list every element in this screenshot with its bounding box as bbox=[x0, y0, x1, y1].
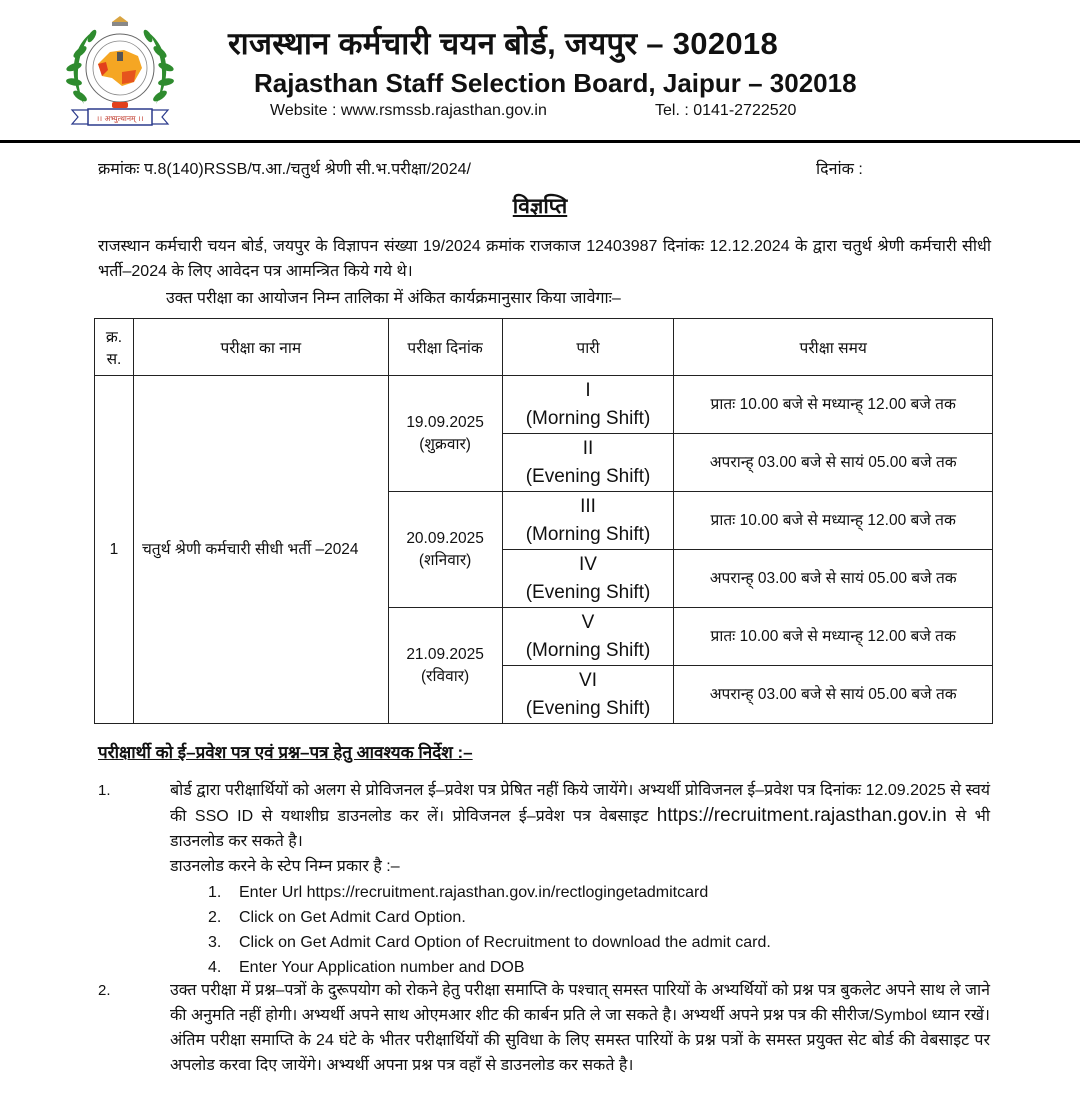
notice-heading: विज्ञप्ति bbox=[512, 195, 568, 218]
shift-cell: II (Evening Shift) bbox=[502, 434, 674, 492]
reference-number: क्रमांकः प.8(140)RSSB/प.आ./चतुर्थ श्रेणी सी.भ.परीक्षा/2024/ bbox=[98, 161, 471, 178]
instructions-title: परीक्षार्थी को ई–प्रवेश पत्र एवं प्रश्न–पत्र हेतु आवश्यक निर्देश :– bbox=[98, 743, 473, 762]
website-link[interactable]: Website : www.rsmssb.rajasthan.gov.in bbox=[270, 102, 547, 119]
col-header-exam-name: परीक्षा का नाम bbox=[133, 319, 388, 376]
exam-time-cell: प्रातः 10.00 बजे से मध्यान्ह् 12.00 बजे तक bbox=[674, 492, 993, 550]
exam-schedule-table bbox=[94, 318, 993, 724]
shift-cell: V (Morning Shift) bbox=[502, 608, 674, 666]
notice-intro-schedule: उक्त परीक्षा का आयोजन निम्न तालिका में अंकित कार्यक्रमानुसार किया जावेगाः– bbox=[166, 290, 621, 307]
shift-cell: IV (Evening Shift) bbox=[502, 550, 674, 608]
letterhead bbox=[0, 0, 1080, 142]
svg-text:।। अभ्युत्थानम् ।।: ।। अभ्युत्थानम् ।। bbox=[96, 114, 144, 123]
list-item: 4. Enter Your Application number and DOB bbox=[208, 959, 525, 976]
download-steps-intro: डाउनलोड करने के स्टेप निम्न प्रकार है :– bbox=[170, 858, 400, 875]
rssb-emblem-logo-icon bbox=[62, 12, 178, 130]
recruitment-portal-link[interactable]: https://recruitment.rajasthan.gov.in bbox=[656, 805, 947, 826]
list-item: 2. Click on Get Admit Card Option. bbox=[208, 909, 466, 926]
shift-cell: I (Morning Shift) bbox=[502, 376, 674, 434]
col-header-shift: पारी bbox=[502, 319, 674, 376]
col-header-exam-date: परीक्षा दिनांक bbox=[388, 319, 502, 376]
board-title-english: Rajasthan Staff Selection Board, Jaipur – 302018 bbox=[254, 68, 857, 98]
exam-date-cell: 19.09.2025 (शुक्रवार) bbox=[388, 376, 502, 492]
shift-cell: III (Morning Shift) bbox=[502, 492, 674, 550]
exam-date-cell: 20.09.2025 (शनिवार) bbox=[388, 492, 502, 608]
col-header-sno: क्र. स. bbox=[95, 319, 134, 376]
notice-intro: राजस्थान कर्मचारी चयन बोर्ड, जयपुर के विज्ञापन संख्या 19/2024 क्रमांक राजकाज 12403987 दिनांकः 12.12.2024 के द्वारा चतुर्थ श्रेणी कर्मचारी सीधी भर्ती–2024 के लिए आवेदन पत्र आमन्त्रित किये गये थे। bbox=[98, 238, 991, 280]
list-item: 3. Click on Get Admit Card Option of Recruitment to download the admit card. bbox=[208, 934, 771, 951]
shift-cell: VI (Evening Shift) bbox=[502, 666, 674, 724]
serial-number: 1 bbox=[95, 376, 134, 724]
col-header-exam-time: परीक्षा समय bbox=[674, 319, 993, 376]
table-row bbox=[95, 376, 993, 434]
exam-time-cell: अपरान्ह् 03.00 बजे से सायं 05.00 बजे तक bbox=[674, 550, 993, 608]
instruction-number: 1. bbox=[98, 782, 111, 799]
telephone-number: Tel. : 0141-2722520 bbox=[655, 102, 797, 119]
header-divider bbox=[0, 140, 1080, 143]
instruction-number: 2. bbox=[98, 982, 111, 999]
exam-name: चतुर्थ श्रेणी कर्मचारी सीधी भर्ती –2024 bbox=[133, 376, 388, 724]
exam-date-cell: 21.09.2025 (रविवार) bbox=[388, 608, 502, 724]
download-steps-list bbox=[208, 880, 771, 980]
exam-time-cell: प्रातः 10.00 बजे से मध्यान्ह् 12.00 बजे तक bbox=[674, 376, 993, 434]
exam-time-cell: अपरान्ह् 03.00 बजे से सायं 05.00 बजे तक bbox=[674, 434, 993, 492]
list-item: 1. Enter Url https://recruitment.rajasthan.gov.in/rectlogingetadmitcard bbox=[208, 884, 709, 901]
exam-time-cell: अपरान्ह् 03.00 बजे से सायं 05.00 बजे तक bbox=[674, 666, 993, 724]
instruction-item-1: बोर्ड द्वारा परीक्षार्थियों को अलग से प्रोविजनल ई–प्रवेश पत्र प्रेषित नहीं किये जायेंगे। अभ्यर्थी प्रोविजनल ई–प्रवेश पत्र दिनांकः 12.09.2025 से स्वयं की SSO ID से यथाशीघ्र डाउनलोड कर लें। प्रोविजनल ई–प्रवेश पत्र वेबसाइट https://recruitment.rajasthan.gov.in से भी डाउनलोड कर सकते है। डाउनलोड करने के स्टेप निम्न प्रकार है :– bbox=[170, 782, 990, 875]
date-label: दिनांक : bbox=[816, 161, 863, 178]
exam-time-cell: प्रातः 10.00 बजे से मध्यान्ह् 12.00 बजे तक bbox=[674, 608, 993, 666]
instruction-item-2: उक्त परीक्षा में प्रश्न–पत्रों के दुरूपयोग को रोकने हेतु परीक्षा समाप्ति के पश्चात् समस्त पारियों के अभ्यर्थियों को प्रश्न पत्र बुकलेट अपने साथ ले जाने की अनुमति नहीं होगी। अभ्यर्थी अपने साथ ओएमआर शीट की कार्बन प्रति ले जा सकते है। अभ्यर्थी अपने प्रश्न पत्र की सीरीज/Symbol ध्यान रखें। अंतिम परीक्षा समाप्ति के 24 घंटे के भीतर परीक्षार्थियों की सुविधा के लिए समस्त पारियों के प्रश्न पत्रों के समस्त प्रयुक्त सेट बोर्ड की वेबसाइट पर अपलोड करवा दिए जायेंगे। अभ्यर्थी अपना प्रश्न पत्र वहाँ से डाउनलोड कर सकते है। bbox=[170, 982, 990, 1074]
table-header-row bbox=[95, 319, 993, 376]
board-title-hindi: राजस्थान कर्मचारी चयन बोर्ड, जयपुर – 302018 bbox=[228, 26, 778, 61]
